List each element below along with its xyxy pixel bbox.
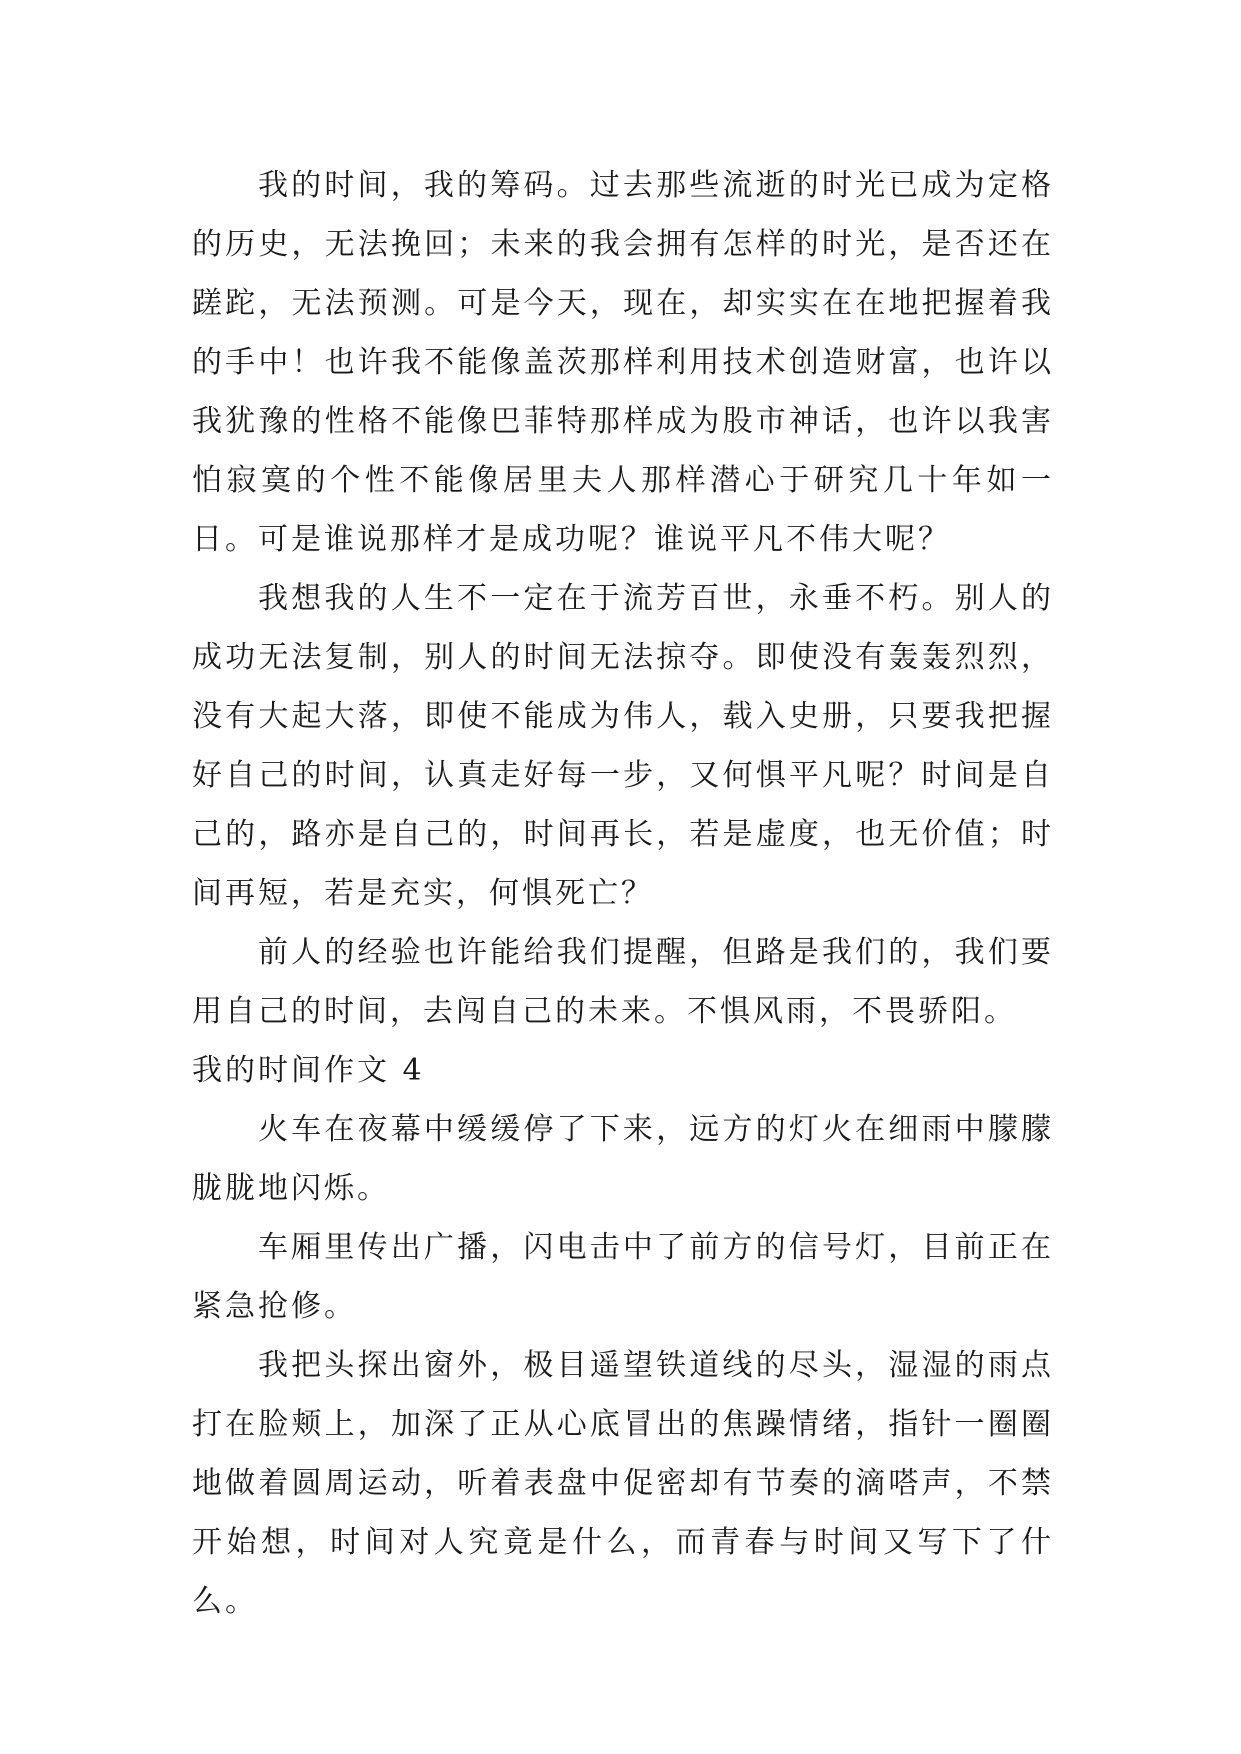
document-body <box>192 156 1054 1631</box>
paragraph: 我把头探出窗外，极目遥望铁道线的尽头，湿湿的雨点打在脸颊上，加深了正从心底冒出的焦躁情绪，指针一圈圈地做着圆周运动，听着表盘中促密却有节奏的滴嗒声，不禁开始想，时间对人究竟是什么，而青春与时间又写下了什么。 <box>192 1348 1054 1619</box>
paragraph: 我的时间，我的筹码。过去那些流逝的时光已成为定格的历史，无法挽回；未来的我会拥有怎样的时光，是否还在蹉跎，无法预测。可是今天，现在，却实实在在地把握着我的手中！也许我不能像盖茨那样利用技术创造财富，也许以我犹豫的性格不能像巴菲特那样成为股市神话，也许以我害怕寂寞的个性不能像居里夫人那样潜心于研究几十年如一日。可是谁说那样才是成功呢？谁说平凡不伟大呢？ <box>192 168 1054 557</box>
paragraph: 我想我的人生不一定在于流芳百世，永垂不朽。别人的成功无法复制，别人的时间无法掠夺。即使没有轰轰烈烈，没有大起大落，即使不能成为伟人，载入史册，只要我把握好自己的时间，认真走好每一步，又何惧平凡呢？时间是自己的，路亦是自己的，时间再长，若是虚度，也无价值；时间再短，若是充实，何惧死亡？ <box>192 581 1054 911</box>
paragraph: 车厢里传出广播，闪电击中了前方的信号灯，目前正在紧急抢修。 <box>192 1230 1054 1324</box>
paragraph: 火车在夜幕中缓缓停了下来，远方的灯火在细雨中朦朦胧胧地闪烁。 <box>192 1112 1054 1206</box>
paragraph: 前人的经验也许能给我们提醒，但路是我们的，我们要用自己的时间，去闯自己的未来。不惧风雨，不畏骄阳。 <box>192 935 1054 1029</box>
section-heading: 我的时间作文 4 <box>192 1053 425 1088</box>
